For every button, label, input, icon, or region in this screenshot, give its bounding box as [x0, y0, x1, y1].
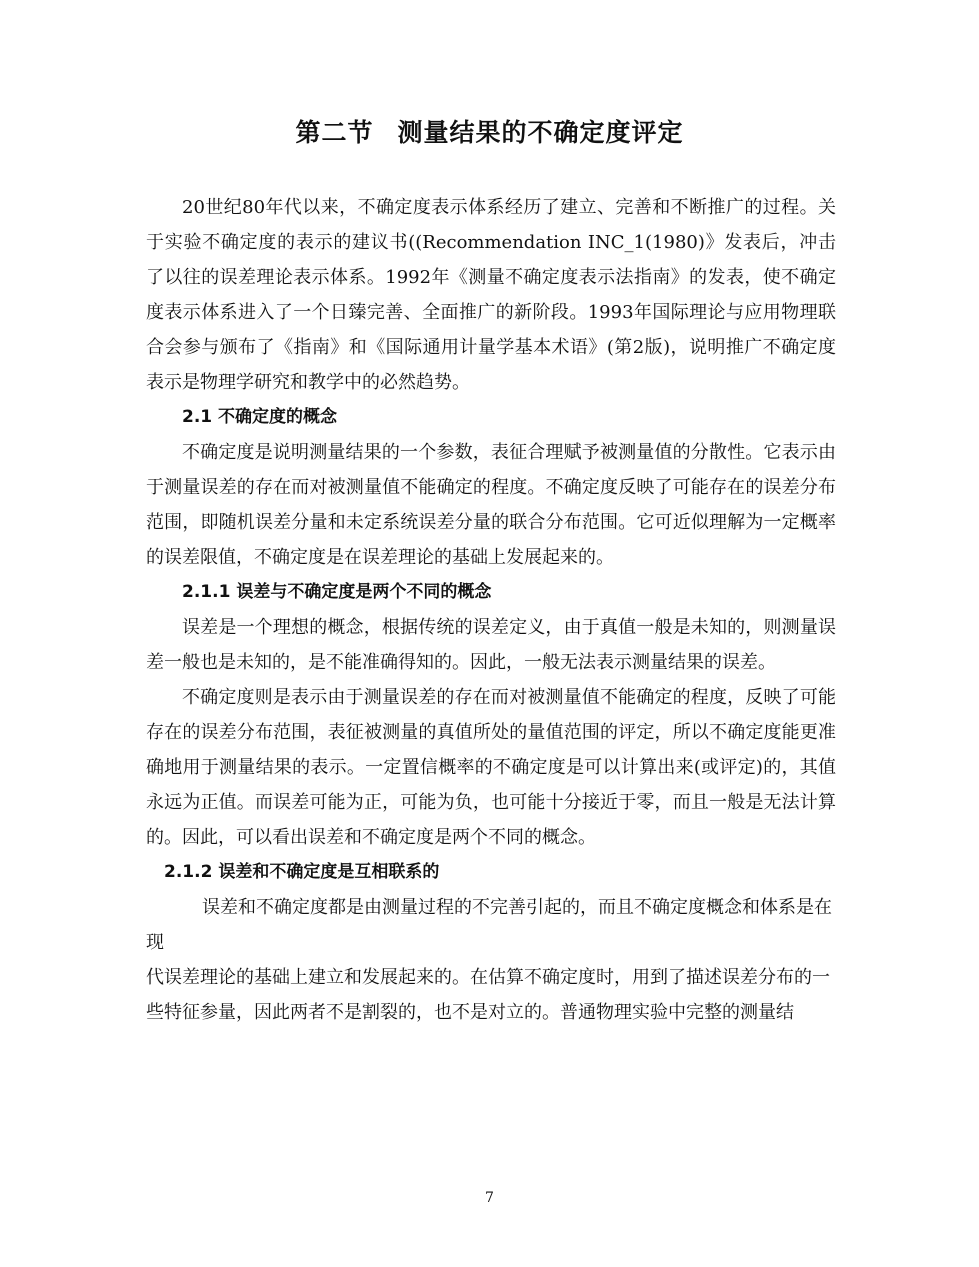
- page-number: 7: [485, 1190, 494, 1206]
- paragraph-relation-line3: 些特征参量，因此两者不是割裂的，也不是对立的。普通物理实验中完整的测量结: [146, 1002, 794, 1023]
- section-title: [0, 113, 979, 149]
- section-number: 第二节: [295, 118, 374, 147]
- paragraph-uncertainty: 不确定度则是表示由于测量误差的存在而对被测量值不能确定的程度，反映了可能存在的误差分布范围，表征被测量的真值所处的量值范围的评定，所以不确定度能更准确地用于测量结果的表示。一定置信概率的不确定度是可以计算出来(或评定)的，其值永远为正值。而误差可能为正，可能为负，也可能十分接近于零，而且一般是无法计算的。因此，可以看出误差和不确定度是两个不同的概念。: [146, 687, 836, 848]
- heading-2-1-2: 2.1.2 误差和不确定度是互相联系的: [164, 862, 440, 882]
- heading-2-1: 2.1 不确定度的概念: [182, 407, 338, 427]
- paragraph-concept: 不确定度是说明测量结果的一个参数，表征合理赋予被测量值的分散性。它表示由于测量误差的存在而对被测量值不能确定的程度。不确定度反映了可能存在的误差分布范围，即随机误差分量和未定系统误差分量的联合分布范围。它可近似理解为一定概率的误差限值，不确定度是在误差理论的基础上发展起来的。: [146, 442, 836, 568]
- paragraph-error: 误差是一个理想的概念，根据传统的误差定义，由于真值一般是未知的，则测量误差一般也是未知的，是不能准确得知的。因此，一般无法表示测量结果的误差。: [146, 617, 836, 673]
- heading-2-1-1: 2.1.1 误差与不确定度是两个不同的概念: [182, 582, 492, 602]
- paragraph-relation-line1: 误差和不确定度都是由测量过程的不完善引起的，而且不确定度概念和体系是在现: [146, 897, 832, 953]
- paragraph-intro: 20世纪80年代以来，不确定度表示体系经历了建立、完善和不断推广的过程。关于实验不确定度的表示的建议书((Recommendation INC_1(1980)》发表后，冲击了以往的误差理论表示体系。1992年《测量不确定度表示法指南》的发表，使不确定度表示体系进入了一个日臻完善、全面推广的新阶段。1993年国际理论与应用物理联合会参与颁布了《指南》和《国际通用计量学基本术语》(第2版)，说明推广不确定度表示是物理学研究和教学中的必然趋势。: [146, 197, 836, 393]
- section-heading: 测量结果的不确定度评定: [397, 118, 684, 147]
- paragraph-relation-line2: 代误差理论的基础上建立和发展起来的。在估算不确定度时，用到了描述误差分布的一: [146, 967, 830, 988]
- body-text: [146, 190, 836, 1030]
